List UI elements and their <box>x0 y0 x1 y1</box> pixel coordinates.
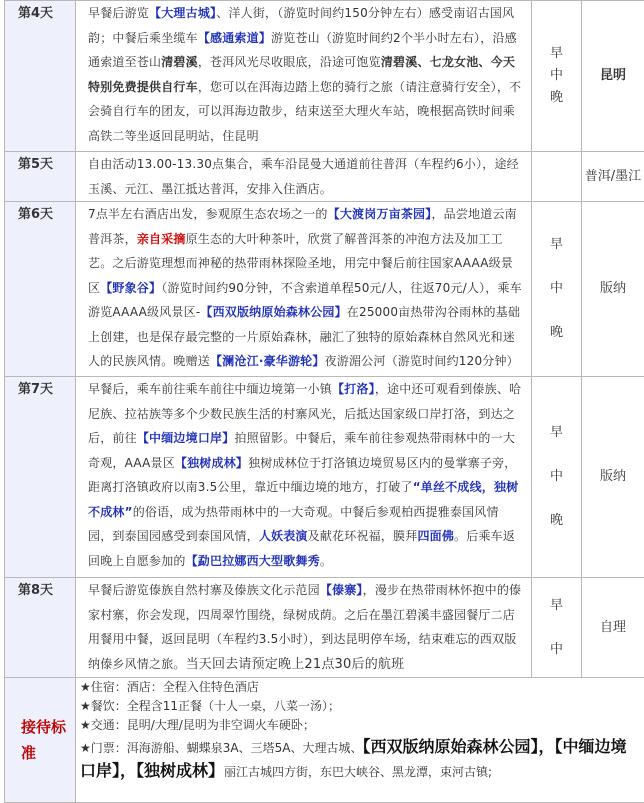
attraction-highlight: 【大渡岗万亩茶园】 <box>328 207 432 221</box>
meals-cell <box>532 152 582 202</box>
accommodation-cell: 昆明 <box>582 1 644 152</box>
meals-cell: 早 中 <box>532 578 582 678</box>
meals-cell: 早 中 晚 <box>532 377 582 578</box>
day-description: 早餐后，乘车前往乘车前往中缅边境第一小镇【打洛】，途中还可观看到傣族、哈尼族、拉祜族等多个少数民族生活的村寨风光，后抵达国家级口岸打洛，到达之后，前往【中缅边境口岸】拍照留影。中餐后，乘车前往参观热带雨林中的一大奇观，AAA景区【独树成林】独树成林位于打洛镇边境贸易区内的曼掌寨子旁，距离打洛镇政府以南3.5公里，靠近中缅边境的地方，打破了“单丝不成线，独树不成林”的俗语，成为热带雨林中的一大奇观。中餐后参观柏西提雅泰国风情园，到泰国园感受到泰国风情，人妖表演及献花环祝福，膜拜四面佛。后乘车返回晚上自愿参加的【勐巴拉娜西大型歌舞秀。 <box>76 377 532 578</box>
attraction-highlight: 【勐巴拉娜西大型歌舞秀 <box>186 554 320 568</box>
day-label: 第6天 <box>5 202 76 377</box>
attraction-highlight: 【中缅边境口岸】 <box>137 431 235 445</box>
accommodation-cell: 自理 <box>582 578 644 678</box>
standards-row <box>5 678 644 803</box>
itinerary-table <box>4 0 644 803</box>
day-label: 第7天 <box>5 377 76 578</box>
day-row <box>5 377 644 578</box>
standards-content <box>76 678 644 803</box>
day-label: 第5天 <box>5 152 76 202</box>
day-row <box>5 202 644 377</box>
attraction-highlight: 【傣寨】 <box>320 583 363 597</box>
accommodation-cell: 版纳 <box>582 377 644 578</box>
day-row <box>5 1 644 152</box>
attraction-highlight: 【野象谷】 <box>100 281 161 295</box>
day-label: 第4天 <box>5 1 76 152</box>
standard-meal: ★餐饮：全程含11正餐（十人一桌，八菜一汤）； <box>80 697 638 716</box>
accommodation-cell: 普洱/墨江 <box>582 152 644 202</box>
standard-transport: ★交通：昆明/大理/昆明为非空调火车硬卧； <box>80 716 638 735</box>
attraction-highlight: 【打洛】 <box>332 382 375 396</box>
day-description: 早餐后游览【大理古城】、洋人街，（游览时间约150分钟左右）感受南诏古国风韵；中餐后乘坐缆车【感通索道】游览苍山（游览时间约2个半小时左右），沿感通索道至苍山清碧溪，苍洱风光尽收眼底，沿途可饱览清碧溪、七龙女池、今天特别免费提供自行车，您可以在洱海边踏上您的骑行之旅（请注意骑行安全），不会骑自行车的团友，可以洱海边散步，结束送至大理火车站，晚根据高铁时间乘高铁二等坐返回昆明站，住昆明 <box>76 1 532 152</box>
attraction-highlight: 【澜沧江·豪华游轮】 <box>210 354 325 368</box>
day-row <box>5 578 644 678</box>
attraction-highlight: 【大理古城】 <box>149 6 216 20</box>
attraction-highlight: 【独树成林】 <box>175 456 248 470</box>
attraction-highlight: 【感通索道】 <box>198 31 271 45</box>
standards-label: 接待标准 <box>5 678 76 803</box>
attraction-highlight: 【西双版纳原始森林公园】 <box>200 305 346 319</box>
standard-tickets: ★门票：洱海游船、蝴蝶泉3A、三塔5A、大理古城、【西双版纳原始森林公园】，【中缅边境口岸】，【独树成林】丽江古城四方街，东巴大峡谷、黑龙潭，束河古镇; <box>80 735 638 783</box>
accommodation-cell: 版纳 <box>582 202 644 377</box>
meals-cell: 早 中 晚 <box>532 1 582 152</box>
day-label: 第8天 <box>5 578 76 678</box>
day-description: 7点半左右酒店出发，参观原生态农场之一的【大渡岗万亩茶园】，品尝地道云南普洱茶，亲自采摘原生态的大叶种茶叶，欣赏了解普洱茶的冲泡方法及加工工艺。之后游览理想而神秘的热带雨林探险圣地，用完中餐后前往国家AAAA级景区【野象谷】（游览时间约90分钟，不含索道单程50元/人，往返70元/人），乘车游览AAAA级风景区-【西双版纳原始森林公园】在25000亩热带沟谷雨林的基础上创建，也是保存最完整的一片原始森林，融汇了独特的原始森林自然风光和迷人的民族风情。晚赠送【澜沧江·豪华游轮】夜游湄公河（游览时间约120分钟） <box>76 202 532 377</box>
day-description: 自由活动13.00-13.30点集合，乘车沿昆曼大通道前往普洱（车程约6小），途经玉溪、元江、墨江抵达普洱，安排入住酒店。 <box>76 152 532 202</box>
day-row <box>5 152 644 202</box>
day-description: 早餐后游览傣族自然村寨及傣族文化示范园【傣寨】，漫步在热带雨林怀抱中的傣家村寨，你会发现，四周翠竹围绕，绿树成荫。之后在墨江碧溪丰盛园餐厅二店用餐用中餐，返回昆明（车程约3.5小时），到达昆明停车场，结束难忘的西双版纳傣乡风情之旅。当天回去请预定晚上21点30后的航班 <box>76 578 532 678</box>
meals-cell: 早 中 晚 <box>532 202 582 377</box>
standard-hotel: ★住宿：酒店：全程入住特色酒店 <box>80 678 638 697</box>
